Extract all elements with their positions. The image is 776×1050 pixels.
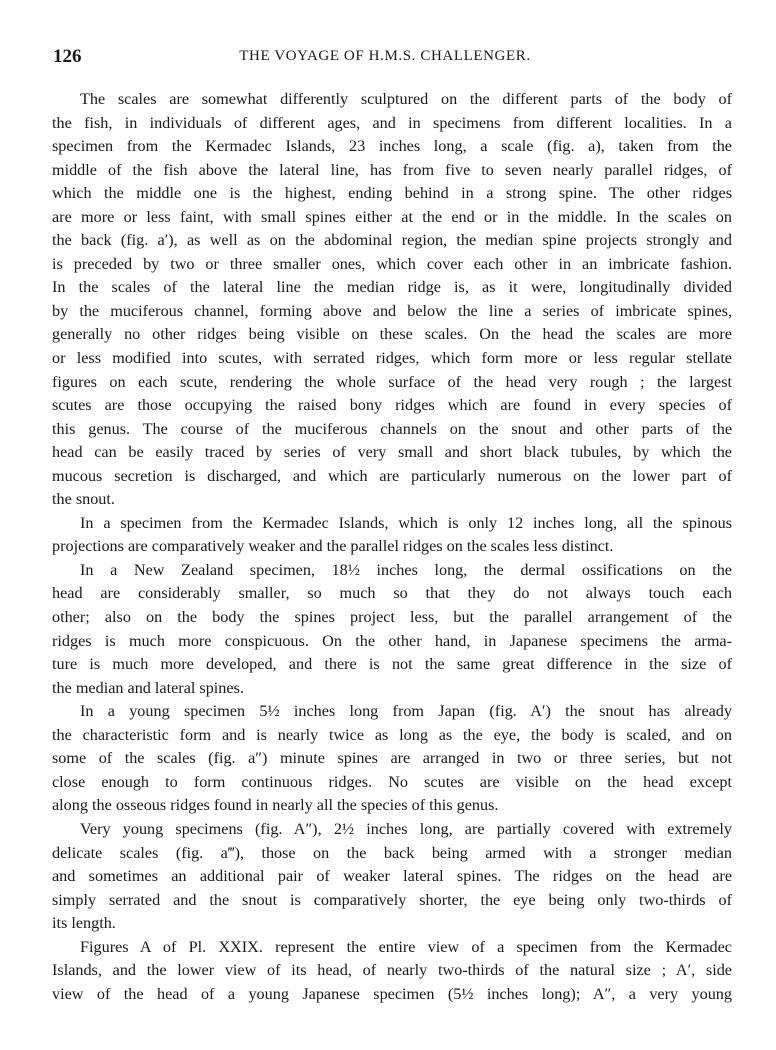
text-line: scutes are those occupying the raised bony ridges which are found in every species of [52,396,732,415]
text-line: The scales are somewhat differently sculptured on the different parts of the body of [80,90,732,108]
text-line: head can be easily traced by series of very small and short black tubules, by which the [52,443,732,462]
text-line: middle of the fish above the lateral line, has from five to seven nearly parallel ridges, of [52,160,732,179]
paragraph [52,88,732,512]
text-line: generally no other ridges being visible on these scales. On the head the scales are more [52,325,732,344]
text-line: the median and lateral spines. [52,678,244,697]
text-line: specimen from the Kermadec Islands, 23 inches long, a scale (fig. a), taken from the [52,137,732,156]
text-line: the back (fig. a′), as well as on the abdominal region, the median spine projects strongly and [52,231,732,250]
text-line: which the middle one is the highest, ending behind in a strong spine. The other ridges [52,184,732,203]
text-line: other; also on the body the spines project less, but the parallel arrangement of the [52,608,732,627]
text-line: the characteristic form and is nearly twice as long as the eye, the body is scaled, and on [52,725,732,744]
text-line: projections are comparatively weaker and the parallel ridges on the scales less distinct. [52,537,614,556]
text-line: and sometimes an additional pair of weaker lateral spines. The ridges on the head are [52,867,732,886]
body-text [52,88,732,1006]
running-title: THE VOYAGE OF H.M.S. CHALLENGER. [239,48,531,64]
text-line: ridges is much more conspicuous. On the other hand, in Japanese specimens the arma- [52,631,732,650]
text-line: by the muciferous channel, forming above and below the line a series of imbricate spines, [52,301,732,320]
text-line: its length. [52,914,116,933]
text-line: In a young specimen 5½ inches long from Japan (fig. A′) the snout has already [80,702,732,721]
text-line: figures on each scute, rendering the whole surface of the head very rough ; the largest [52,372,732,391]
paragraph [52,818,732,936]
text-line: mucous secretion is discharged, and which are particularly numerous on the lower part of [52,466,732,485]
text-line: In a New Zealand specimen, 18½ inches long, the dermal ossifications on the [80,560,732,579]
paragraph [52,559,732,700]
text-line: head are considerably smaller, so much so that they do not always touch each [52,584,732,603]
text-line: close enough to form continuous ridges. No scutes are visible on the head except [52,772,732,791]
text-line: simply serrated and the snout is comparatively shorter, the eye being only two-thirds of [52,890,732,909]
text-line: view of the head of a young Japanese specimen (5½ inches long); A″, a very young [52,984,732,1003]
text-line: are more or less faint, with small spines either at the end or in the middle. In the scales on [52,207,732,226]
page-number: 126 [53,46,82,67]
text-line: is preceded by two or three smaller ones, which cover each other in an imbricate fashion. [52,254,732,273]
text-line: along the osseous ridges found in nearly all the species of this genus. [52,796,499,815]
text-line: Figures A of Pl. XXIX. represent the entire view of a specimen from the Kermadec [80,937,732,956]
text-line: delicate scales (fig. a‴), those on the back being armed with a stronger median [52,843,732,862]
text-line: this genus. The course of the muciferous channels on the snout and other parts of the [52,419,732,438]
paragraph [52,700,732,818]
text-line: some of the scales (fig. a″) minute spines are arranged in two or three series, but not [52,749,732,768]
text-line: In the scales of the lateral line the median ridge is, as it were, longitudinally divided [52,278,732,297]
text-line: ture is much more developed, and there is not the same great difference in the size of [52,655,732,674]
paragraph [52,936,732,1007]
text-line: the fish, in individuals of different ages, and in specimens from different localities. In a [52,113,732,132]
text-line: Very young specimens (fig. A″), 2½ inches long, are partially covered with extremely [80,819,732,838]
paragraph [52,512,732,559]
text-line: Islands, and the lower view of its head, of nearly two-thirds of the natural size ; A′, side [52,961,732,980]
text-line: or less modified into scutes, with serrated ridges, which form more or less regular stellate [52,349,732,368]
text-line: the snout. [52,490,115,509]
text-line: In a specimen from the Kermadec Islands, which is only 12 inches long, all the spinous [80,513,732,532]
